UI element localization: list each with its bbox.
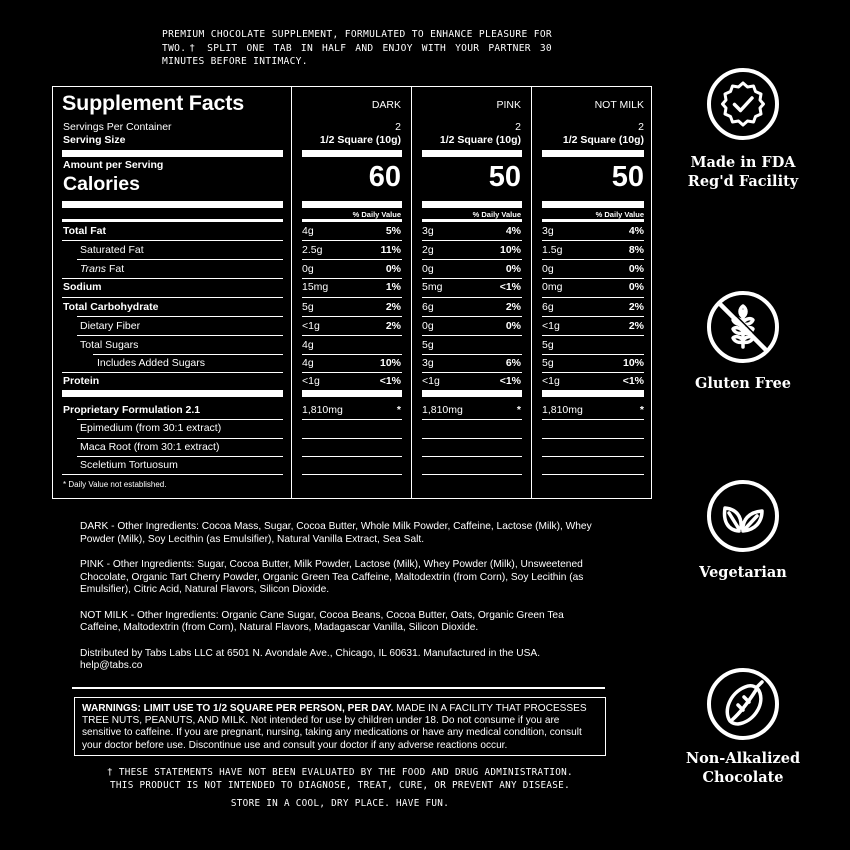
amount-fat: 3g (422, 225, 434, 237)
dv-fiber: 2% (628, 320, 644, 332)
divider-bar (302, 390, 402, 397)
dv-prop: * (639, 404, 644, 416)
facts-label-column (53, 87, 292, 498)
row-line (542, 474, 644, 475)
dv-protein: <1% (499, 375, 521, 387)
product-serving-size: 1/2 Square (10g) (439, 134, 521, 146)
divider-bar (422, 201, 522, 208)
amount-fat: 4g (302, 225, 314, 237)
dv-fiber: 2% (385, 320, 401, 332)
leaf-icon (705, 478, 781, 554)
daily-value-header: % Daily Value (352, 210, 401, 219)
product-calories: 60 (368, 161, 401, 193)
dv-carb: 2% (505, 301, 521, 313)
amount-sat: 1.5g (542, 244, 563, 256)
amount-trans: 0g (422, 263, 434, 275)
dv-added: 6% (505, 357, 521, 369)
amount-trans: 0g (302, 263, 314, 275)
row-line (422, 240, 522, 241)
cocoa-bean-icon (705, 666, 781, 742)
row-line (302, 474, 402, 475)
row-line (542, 297, 644, 298)
product-serving-size: 1/2 Square (10g) (562, 134, 644, 146)
amount-sugars: 5g (542, 339, 554, 351)
product-calories: 50 (611, 161, 644, 193)
dv-prop: * (396, 404, 401, 416)
row-line (422, 456, 522, 457)
row-line (302, 354, 402, 355)
row-line (302, 372, 402, 373)
row-line (422, 316, 522, 317)
row-line (542, 335, 644, 336)
badge-gluten-free (680, 289, 806, 393)
divider-bar (302, 150, 402, 157)
product-column-dark (292, 87, 412, 498)
row-line (302, 438, 402, 439)
amount-sugars: 5g (422, 339, 434, 351)
ingredients-not-milk: NOT MILK - Other Ingredients: Organic Cane Sugar, Cocoa Beans, Cocoa Butter, Oats, Organic Green Tea Caffeine, Maltodextrin (from Corn), Natural Flavors, Madagascar Vanilla, Silicon Dioxide. (80, 609, 564, 633)
row-line (302, 240, 402, 241)
dv-added: 10% (379, 357, 401, 369)
dv-carb: 2% (628, 301, 644, 313)
row-line (422, 474, 522, 475)
fda-disclaimer (62, 766, 618, 792)
product-calories: 50 (488, 161, 521, 193)
dv-fat: 4% (628, 225, 644, 237)
row-line (422, 354, 522, 355)
dv-sat: 10% (499, 244, 521, 256)
divider-bar (542, 219, 644, 222)
warning-text: MADE IN A FACILITY THAT PROCESSES TREE NUTS, PEANUTS, AND MILK. Not intended for use by children under 18. Do not consume if you are sensitive to caffeine. If you are pregnant, nursing, taking any medications or have any medical condition, consult your doctor before use. Discontinue use and consult your doctor if any adverse reactions occur. (82, 703, 587, 751)
row-line (302, 419, 402, 420)
amount-fiber: 0g (422, 320, 434, 332)
ingredients-pink: PINK - Other Ingredients: Sugar, Cocoa Butter, Milk Powder, Lactose (Milk), Whey Powder (Milk), Unsweetened Chocolate, Organic Tart Cherry Powder, Organic Green Tea Caffeine, Maltodextrin (from Corn), Soy Lecithin (as Emulsifier), Citric Acid, Natural Flavors, Silicon Dioxide. (80, 559, 584, 595)
row-protein: Protein (63, 375, 100, 387)
distributor-text: Distributed by Tabs Labs LLC at 6501 N. Avondale Ave., Chicago, IL 60631. Manufactured in the USA. (80, 647, 541, 659)
product-column-not-milk (532, 87, 654, 498)
facts-title: Supplement Facts (62, 91, 244, 115)
amount-prop: 1,810mg (302, 404, 343, 416)
row-line (422, 259, 522, 260)
dv-sat: 8% (628, 244, 644, 256)
amount-sodium: 0mg (542, 281, 563, 293)
servings-label: Servings Per Container (63, 121, 172, 133)
dv-trans: 0% (505, 263, 521, 275)
product-servings: 2 (395, 121, 401, 133)
row-line (302, 456, 402, 457)
facts-footnote: * Daily Value not established. (63, 480, 167, 489)
dv-sodium: 1% (385, 281, 401, 293)
divider-bar (542, 201, 644, 208)
contact-email: help@tabs.co (80, 660, 143, 671)
badge-vegetarian (680, 478, 806, 582)
row-sodium: Sodium (63, 281, 102, 293)
badge-vegetarian-label: Vegetarian (699, 564, 787, 581)
calories-label: Calories (63, 173, 140, 195)
row-total-sugars: Total Sugars (80, 339, 139, 351)
disclaimer-line-1: † THESE STATEMENTS HAVE NOT BEEN EVALUATED BY THE FOOD AND DRUG ADMINISTRATION. (107, 767, 573, 778)
row-line (542, 419, 644, 420)
divider-bar (542, 390, 644, 397)
row-line (542, 278, 644, 279)
dv-protein: <1% (379, 375, 401, 387)
product-name: DARK (371, 99, 401, 111)
serving-size-label: Serving Size (63, 134, 126, 146)
intro-text: PREMIUM CHOCOLATE SUPPLEMENT, FORMULATED TO ENHANCE PLEASURE FOR TWO.† SPLIT ONE TAB IN HALF AND ENJOY WITH YOUR PARTNER 30 MINUTES BEFORE INTIMACY. (162, 29, 552, 67)
badge-fda (680, 66, 806, 191)
row-total-carb: Total Carbohydrate (63, 301, 159, 313)
dv-prop: * (516, 404, 521, 416)
amount-carb: 6g (542, 301, 554, 313)
row-saturated-fat: Saturated Fat (80, 244, 144, 256)
row-line (542, 240, 644, 241)
amount-protein: <1g (302, 375, 320, 387)
amount-protein: <1g (542, 375, 560, 387)
amount-fiber: <1g (542, 320, 560, 332)
dv-trans: 0% (385, 263, 401, 275)
row-maca: Maca Root (from 30:1 extract) (80, 441, 220, 453)
amount-added: 4g (302, 357, 314, 369)
row-line (542, 259, 644, 260)
row-line (302, 278, 402, 279)
dv-sat: 11% (380, 244, 401, 256)
row-line (542, 316, 644, 317)
ingredients-section (80, 521, 600, 673)
row-line (422, 278, 522, 279)
amount-added: 5g (542, 357, 554, 369)
row-line (542, 354, 644, 355)
row-line (422, 372, 522, 373)
badge-non-alkalized-label: Non-Alkalized Chocolate (685, 750, 801, 786)
amount-sodium: 5mg (422, 281, 443, 293)
dv-fat: 5% (385, 225, 401, 237)
warning-box (74, 697, 606, 756)
distributor-info (80, 648, 600, 673)
dv-fiber: 0% (505, 320, 521, 332)
amount-trans: 0g (542, 263, 554, 275)
row-line (422, 335, 522, 336)
divider-bar (422, 219, 522, 222)
amount-prop: 1,810mg (542, 404, 583, 416)
row-trans-fat: Trans Fat (80, 263, 125, 275)
storage-note: STORE IN A COOL, DRY PLACE. HAVE FUN. (230, 798, 450, 809)
supplement-facts-panel (52, 86, 652, 499)
row-line (422, 297, 522, 298)
daily-value-header: % Daily Value (472, 210, 521, 219)
daily-value-header: % Daily Value (595, 210, 644, 219)
badge-fda-label: Made in FDA Reg'd Facility (687, 154, 799, 190)
section-divider (72, 687, 605, 689)
amount-sat: 2g (422, 244, 434, 256)
amount-protein: <1g (422, 375, 440, 387)
row-line (302, 335, 402, 336)
dv-sodium: <1% (499, 281, 521, 293)
row-line (302, 259, 402, 260)
product-name: NOT MILK (594, 99, 644, 111)
warning-heading: WARNINGS: LIMIT USE TO 1/2 SQUARE PER PERSON, PER DAY. (82, 703, 394, 714)
row-added-sugars: Includes Added Sugars (97, 357, 205, 369)
product-serving-size: 1/2 Square (10g) (319, 134, 401, 146)
dv-added: 10% (622, 357, 644, 369)
dv-protein: <1% (622, 375, 644, 387)
row-line (542, 438, 644, 439)
row-dietary-fiber: Dietary Fiber (80, 320, 141, 332)
divider-bar (422, 390, 522, 397)
divider-bar (542, 150, 644, 157)
dv-carb: 2% (385, 301, 401, 313)
amount-fiber: <1g (302, 320, 320, 332)
amount-sugars: 4g (302, 339, 314, 351)
row-total-fat: Total Fat (63, 225, 106, 237)
amount-carb: 5g (302, 301, 314, 313)
row-line (542, 456, 644, 457)
row-line (302, 316, 402, 317)
amount-carb: 6g (422, 301, 434, 313)
disclaimer-line-2: THIS PRODUCT IS NOT INTENDED TO DIAGNOSE, TREAT, CURE, OR PREVENT ANY DISEASE. (110, 780, 570, 791)
product-servings: 2 (515, 121, 521, 133)
divider-bar (302, 201, 402, 208)
amount-prop: 1,810mg (422, 404, 463, 416)
row-line (542, 372, 644, 373)
amount-sat: 2.5g (302, 244, 323, 256)
product-column-pink (412, 87, 532, 498)
product-name: PINK (496, 99, 521, 111)
divider-bar (422, 150, 522, 157)
row-line (422, 419, 522, 420)
row-line (422, 438, 522, 439)
divider-bar (302, 219, 402, 222)
amount-per-serving-label: Amount per Serving (63, 159, 164, 171)
amount-sodium: 15mg (302, 281, 329, 293)
ingredients-dark: DARK - Other Ingredients: Cocoa Mass, Sugar, Cocoa Butter, Whole Milk Powder, Caffeine, Lactose (Milk), Whey Powder (Milk), Soy Lecithin (as Emulsifier), Natural Vanilla Extract, Sea Salt. (80, 521, 592, 545)
badge-gluten-free-label: Gluten Free (694, 375, 792, 392)
amount-added: 3g (422, 357, 434, 369)
wheat-crossed-icon (705, 289, 781, 365)
check-seal-icon (705, 66, 781, 142)
dv-trans: 0% (628, 263, 644, 275)
dv-fat: 4% (505, 225, 521, 237)
row-sceletium: Sceletium Tortuosum (80, 459, 178, 471)
product-servings: 2 (638, 121, 644, 133)
badge-non-alkalized (680, 666, 806, 787)
row-epimedium: Epimedium (from 30:1 extract) (80, 422, 222, 434)
amount-fat: 3g (542, 225, 554, 237)
dv-sodium: 0% (628, 281, 644, 293)
row-proprietary: Proprietary Formulation 2.1 (63, 404, 201, 416)
row-line (302, 297, 402, 298)
